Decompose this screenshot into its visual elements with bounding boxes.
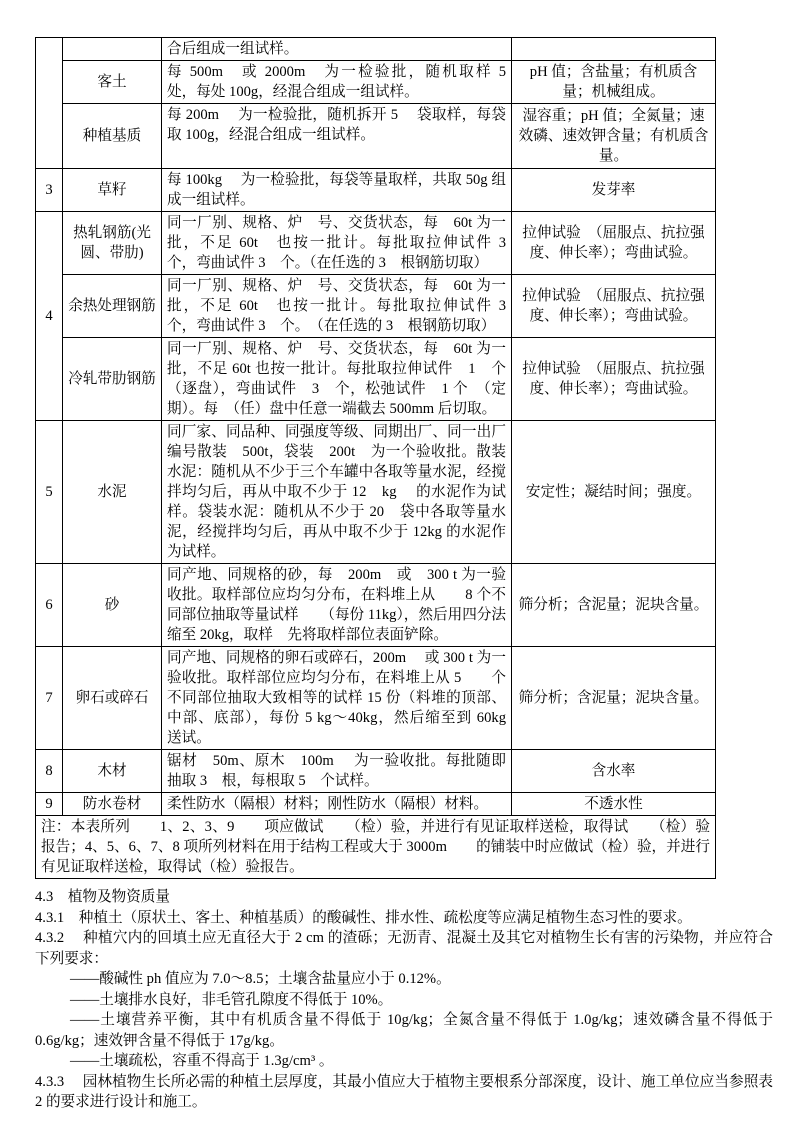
paragraph-432: 4.3.2 种植穴内的回填土应无直径大于 2 cm 的渣砾；无沥青、混凝土及其它对植物生长有害的污染物，并应符合下列要求： [35, 930, 773, 967]
material-name-cell: 卵石或碎石 [63, 647, 162, 750]
sampling-desc-cell: 柔性防水（隔根）材料；刚性防水（隔根）材料。 [162, 793, 512, 816]
table-row [36, 793, 716, 816]
sampling-desc-cell: 合后组成一组试样。 [162, 38, 512, 61]
material-name-cell: 客土 [63, 61, 162, 104]
table-row [36, 38, 716, 61]
dash-item-nutrition: ——土壤营养平衡，其中有机质含量不得低于 10g/kg；全氮含量不得低于 1.0g/kg；速效磷含量不得低于 0.6g/kg；速效钾含量不得低于 17g/kg。 [35, 1012, 773, 1049]
dash-item-drainage: ——土壤排水良好，非毛管孔隙度不得低于 10%。 [70, 991, 393, 1008]
material-name-cell: 热轧钢筋(光圆、带肋) [63, 212, 162, 275]
test-items-cell [512, 38, 716, 61]
sampling-desc-cell: 每 500m 或 2000m 为一检验批，随机取样 5 处，每处 100g，经混合组成一组试样。 [162, 61, 512, 104]
sampling-desc-cell: 每 100kg 为一检验批，每袋等量取样，共取 50g 组成一组试样。 [162, 169, 512, 212]
paragraph-431: 4.3.1 种植土（原状土、客土、种植基质）的酸碱性、排水性、疏松度等应满足植物生态习性的要求。 [35, 909, 692, 926]
table-row [36, 61, 716, 104]
item-no-cell: 5 [36, 421, 63, 564]
material-name-cell: 种植基质 [63, 104, 162, 169]
material-name-cell: 砂 [63, 564, 162, 647]
table-note-cell: 注：本表所列 1、2、3、9 项应做试 （检）验，并进行有见证取样送检，取得试 （检）验报告；4、5、6、7、8 项所列材料在用于结构工程或大于 3000m 的铺装中时应做试（检）验，并进行有见证取样送检，取得试（检）验报告。 [36, 816, 716, 879]
table-row [36, 421, 716, 564]
body-text-section [35, 887, 773, 1113]
item-no-cell [36, 38, 63, 169]
sampling-desc-cell: 锯材 50m、原木 100m 为一验收批。每批随即抽取 3 根，每根取 5 个试样。 [162, 750, 512, 793]
test-items-cell: 安定性；凝结时间；强度。 [512, 421, 716, 564]
sampling-desc-cell: 同一厂别、规格、炉 号、交货状态，每 60t 为一批，不足 60t 也按一批计。每批取拉伸试件 3 个，弯曲试件 3 个。（在任选的 3 根钢筋切取） [162, 212, 512, 275]
dash-item-loose: ——土壤疏松，容重不得高于 1.3g/cm³ 。 [70, 1053, 334, 1069]
test-items-cell: 筛分析；含泥量；泥块含量。 [512, 647, 716, 750]
material-name-cell: 冷轧带肋钢筋 [63, 338, 162, 421]
item-no-cell: 7 [36, 647, 63, 750]
material-name-cell: 余热处理钢筋 [63, 275, 162, 338]
item-no-cell: 4 [36, 212, 63, 421]
sampling-desc-cell: 每 200m 为一检验批，随机拆开 5 袋取样，每袋取 100g，经混合组成一组试样。 [162, 104, 512, 169]
test-items-cell: 筛分析；含泥量；泥块含量。 [512, 564, 716, 647]
test-items-cell: 拉伸试验 （屈服点、抗拉强度、伸长率）；弯曲试验。 [512, 338, 716, 421]
table-row [36, 104, 716, 169]
table-row [36, 338, 716, 421]
material-inspection-table [35, 37, 716, 879]
test-items-cell: 拉伸试验 （屈服点、抗拉强度、伸长率）；弯曲试验。 [512, 212, 716, 275]
table-row [36, 647, 716, 750]
table-row [36, 750, 716, 793]
test-items-cell: 拉伸试验 （屈服点、抗拉强度、伸长率）；弯曲试验。 [512, 275, 716, 338]
item-no-cell: 9 [36, 793, 63, 816]
material-name-cell [63, 38, 162, 61]
paragraph-433: 4.3.3 园林植物生长所必需的种植土层厚度，其最小值应大于植物主要根系分部深度，设计、施工单位应当参照表 2 的要求进行设计和施工。 [35, 1073, 773, 1110]
table-note-row [36, 816, 716, 879]
material-name-cell: 草籽 [63, 169, 162, 212]
table-row [36, 169, 716, 212]
material-name-cell: 水泥 [63, 421, 162, 564]
test-items-cell: 不透水性 [512, 793, 716, 816]
sampling-desc-cell: 同一厂别、规格、炉 号、交货状态，每 60t 为一批，不足 60t 也按一批计。每批取拉伸试件 1 个 （逐盘），弯曲试件 3 个，松弛试件 1 个 （定期）。每 （任）盘中任意一端截去 500mm 后切取。 [162, 338, 512, 421]
sampling-desc-cell: 同一厂别、规格、炉 号、交货状态，每 60t 为一批，不足 60t 也按一批计。每批取拉伸试件 3 个，弯曲试件 3 个。 （在任选的 3 根钢筋切取） [162, 275, 512, 338]
item-no-cell: 3 [36, 169, 63, 212]
sampling-desc-cell: 同厂家、同品种、同强度等级、同期出厂、同一出厂编号散装 500t，袋装 200t 为一个验收批。散装水泥：随机从不少于三个车罐中各取等量水泥，经搅拌均匀后，再从中取不少于 12 kg 的水泥作为试样。袋装水泥：随机从不少于 20 袋中各取等量水泥，经搅拌均匀后，再从中取不少于 12kg 的水泥作为试样。 [162, 421, 512, 564]
test-items-cell: 发芽率 [512, 169, 716, 212]
test-items-cell: pH 值；含盐量；有机质含量；机械组成。 [512, 61, 716, 104]
sampling-desc-cell: 同产地、同规格的砂，每 200m 或 300 t 为一验收批。取样部位应均匀分布，在料堆上从 8 个不同部位抽取等量试样 （每份 11kg），然后用四分法缩至 20kg，取样 先将取样部位表面铲除。 [162, 564, 512, 647]
table-row [36, 275, 716, 338]
section-heading-43: 4.3 植物及物资质量 [35, 889, 170, 905]
test-items-cell: 湿容重；pH 值；全氮量；速效磷、速效钾含量；有机质含量。 [512, 104, 716, 169]
table-row [36, 564, 716, 647]
material-name-cell: 木材 [63, 750, 162, 793]
test-items-cell: 含水率 [512, 750, 716, 793]
item-no-cell: 6 [36, 564, 63, 647]
dash-item-ph: ——酸碱性 ph 值应为 7.0～8.5；土壤含盐量应小于 0.12%。 [70, 971, 451, 987]
table-row [36, 212, 716, 275]
item-no-cell: 8 [36, 750, 63, 793]
material-name-cell: 防水卷材 [63, 793, 162, 816]
sampling-desc-cell: 同产地、同规格的卵石或碎石，200m 或 300 t 为一验收批。取样部位应均匀分布，在料堆上从 5 个不同部位抽取大致相等的试样 15 份（料堆的顶部、中部、底部），每份 5 kg～40kg，然后缩至到 60kg 送试。 [162, 647, 512, 750]
